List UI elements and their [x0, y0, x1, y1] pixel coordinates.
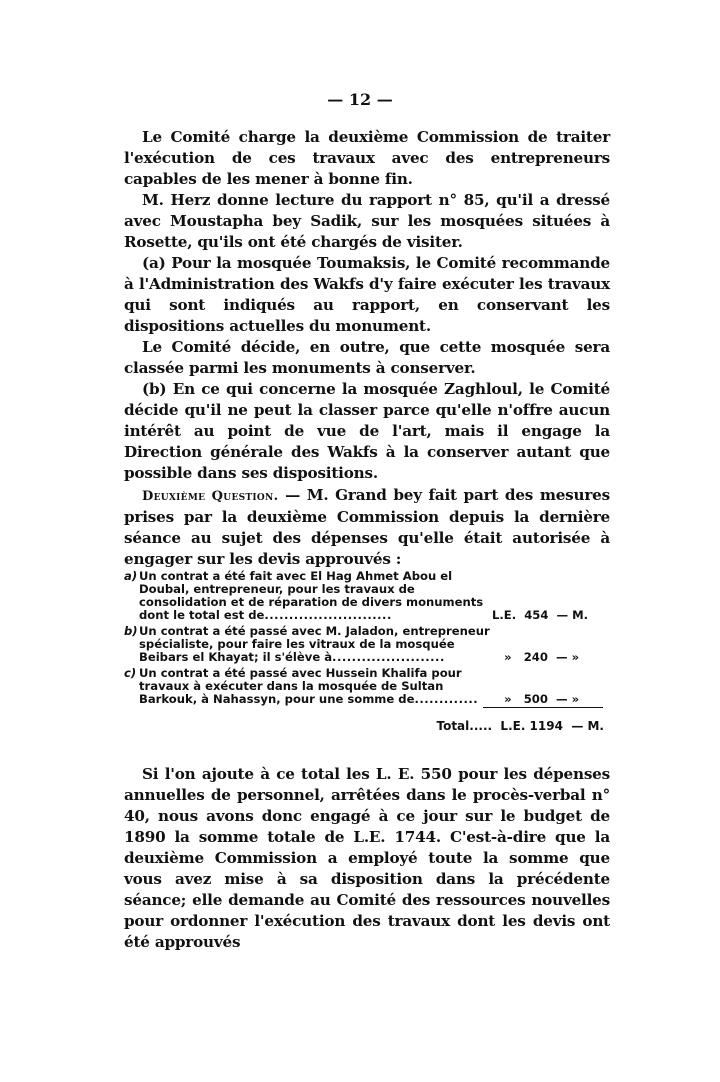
- item-label: c): [124, 666, 137, 680]
- question-block: [124, 485, 610, 570]
- paragraph: Le Comité décide, en outre, que cette mosquée sera classée parmi les monuments à conserver.: [124, 338, 610, 377]
- paragraph: Si l'on ajoute à ce total les L. E. 550 pour les dépenses annuelles de personnel, arrêtées dans le procès-verbal n° 40, nous avons donc engagé à ce jour sur le budget de 1890 la somme totale de L.E. 1744. C'est-à-dire que la deuxième Commission a employé toute la somme que vous avez mise à sa disposition dans la précédente séance; elle demande au Comité des ressources nouvelles pour ordonner l'exécution des travaux dont les devis ont été approuvés: [124, 765, 610, 951]
- leader-dots: .......................: [332, 650, 445, 664]
- expense-item: [124, 570, 610, 622]
- item-label: b): [124, 624, 138, 638]
- expense-item: [124, 667, 610, 706]
- total-line: [124, 719, 604, 733]
- question-paragraph: [124, 485, 610, 570]
- minutes-block: [124, 127, 610, 484]
- item-text: Un contrat a été passé avec M. Jaladon, entrepreneur spécialiste, pour faire les vitraux de la mosquée Beibars el Khayat; il s'élève à.......................: [139, 624, 490, 664]
- expense-item: [124, 625, 610, 664]
- total-rule: [483, 707, 603, 708]
- expense-list: [124, 570, 610, 709]
- closing-block: [124, 764, 610, 953]
- paragraph: Le Comité charge la deuxième Commission de traiter l'exécution de ces travaux avec des entrepreneurs capables de les mener à bonne fin.: [124, 128, 610, 188]
- total-amount: L.E. 1194 — M.: [500, 719, 604, 733]
- question-label: Deuxième Question.: [142, 489, 279, 504]
- item-amount: » 500 — »: [492, 692, 580, 706]
- paragraph: (a) Pour la mosquée Toumaksis, le Comité recommande à l'Administration des Wakfs d'y faire exécuter les travaux qui sont indiqués au rapport, en conservant les dispositions actuelles du monument.: [124, 254, 610, 335]
- item-label: a): [124, 569, 138, 583]
- item-text: Un contrat a été passé avec Hussein Khalifa pour travaux à exécuter dans la mosquée de Sultan Barkouk, à Nahassyn, pour une somme de.............: [139, 666, 479, 706]
- leader-dots: ..........................: [264, 608, 392, 622]
- question-text: — M. Grand bey fait part des mesures prises par la deuxième Commission depuis la dernière séance au sujet des dépenses qu'elle était autorisée à engager sur les devis approuvés :: [124, 486, 610, 568]
- paragraph: (b) En ce qui concerne la mosquée Zaghloul, le Comité décide qu'il ne peut la classer parce qu'elle n'offre aucun intérêt au point de vue de l'art, mais il engage la Direction générale des Wakfs à la conserver autant que possible dans ses dispositions.: [124, 380, 610, 482]
- total-label: Total.....: [436, 719, 493, 733]
- leader-dots: .............: [414, 692, 479, 706]
- page-number: — 12 —: [327, 90, 393, 109]
- item-text: Un contrat a été fait avec El Hag Ahmet Abou el Doubal, entrepreneur, pour les travaux de consolidation et de réparation de divers monuments dont le total est de..........................: [139, 569, 484, 622]
- item-amount: » 240 — »: [492, 650, 580, 664]
- item-amount: L.E. 454 — M.: [492, 608, 589, 622]
- paragraph: M. Herz donne lecture du rapport n° 85, qu'il a dressé avec Moustapha bey Sadik, sur les mosquées situées à Rosette, qu'ils ont été chargés de visiter.: [124, 191, 610, 251]
